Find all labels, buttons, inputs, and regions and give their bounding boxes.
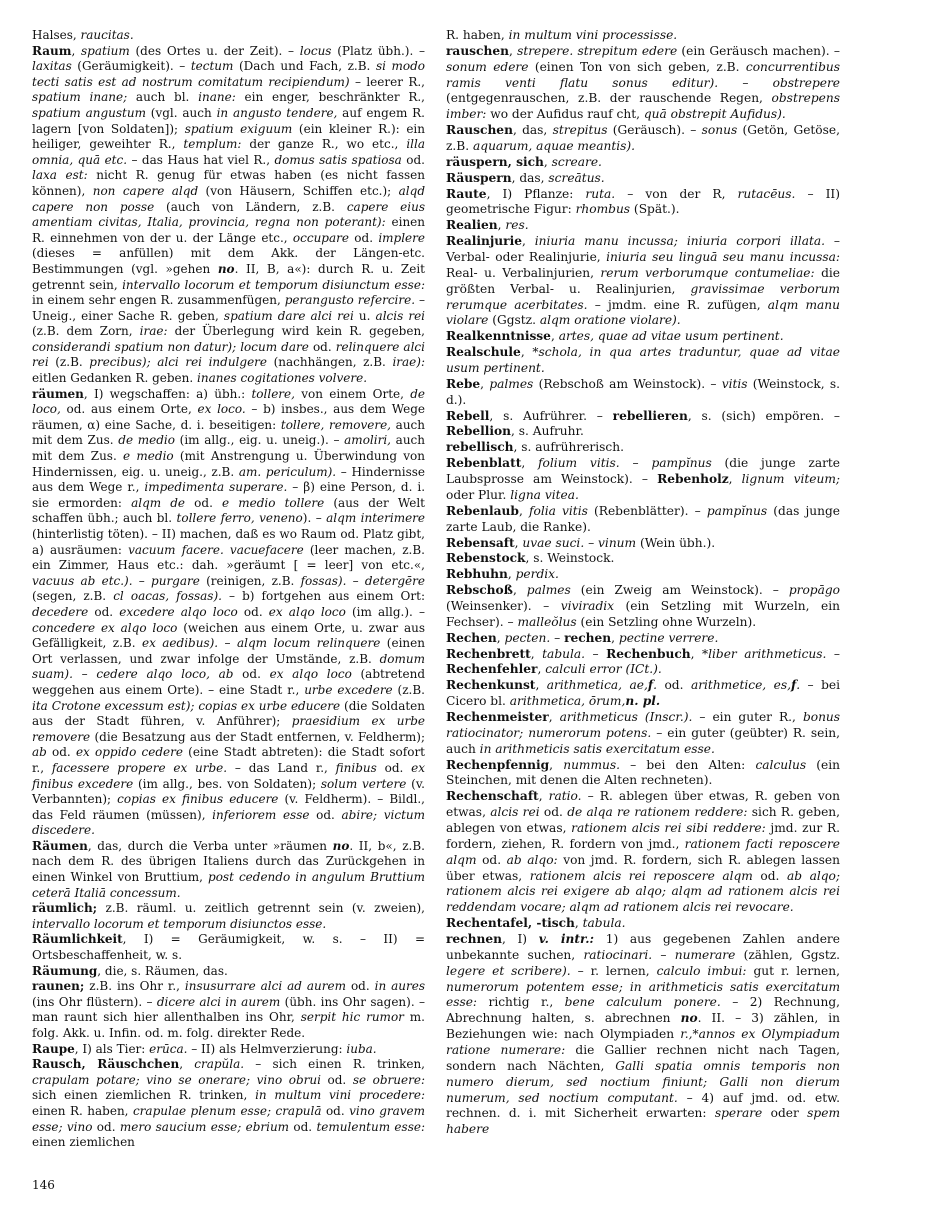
dictionary-entry: rauschen, strepere. strepitum edere (ein Geräusch machen). – sonum edere (einen Ton von sich geben, z.B. concurrentibus ramis venti flatu sonus editur). – obstrepere (entgegenrauschen, z.B. der rauschende Regen, obstrepens imber: wo der Aufidus rauf cht, quā obstrepit Aufidus).: [446, 43, 841, 122]
dictionary-entry: raunen; z.B. ins Ohr r., insusurrare alci ad aurem od. in aures (ins Ohr flüstern). – dicere alci in aurem (übh. ins Ohr sagen). – man raunt sich hier allenthalben ins Ohr, serpit hic rumor m. folg. Akk. u. Infin. od. m. folg. direkter Rede.: [32, 979, 425, 1040]
dictionary-entry: Halses, raucitas.: [32, 28, 134, 42]
dictionary-entry: Raute, I) Pflanze: ruta. – von der R, rutacēus. – II) geometrische Figur: rhombus (Spät.).: [446, 186, 841, 217]
dictionary-entry: Raum, spatium (des Ortes u. der Zeit). – locus (Platz übh.). – laxitas (Geräumigkeit). – tectum (Dach und Fach, z.B. si modo tecti satis est ad nostrum comitatum recipiendum) – leerer R., spatium inane; auch bl. inane: ein enger, beschränkter R., spatium angustum (vgl. auch in angusto tendere, auf engem R. lagern [von Soldaten]); spatium exiguum (ein kleiner R.): ein heiliger, geweihter R., templum: der ganze R., wo etc., illa omnia, quā etc. – das Haus hat viel R., domus satis spatiosa od. laxa est: nicht R. genug für etwas haben (es nicht fassen können), non capere alqd (von Häusern, Schiffen etc.); alqd capere non posse (auch von Ländern, z.B. capere eius amentiam civitas, Italia, provincia, regna non poterant): einen R. einnehmen von der u. der Länge etc., occupare od. implere (dieses = anfüllen) mit dem Akk. der Längen-etc. Bestimmungen (vgl. »gehen no. II, B, a«): durch R. u. Zeit getrennt sein, intervallo locorum et temporum disiunctum esse: in einem sehr engen R. zusammenfügen, perangusto refercire. – Uneig., einer Sache R. geben, spatium dare alci rei u. alcis rei (z.B. dem Zorn, irae: der Überlegung wird kein R. gegeben, considerandi spatium non datur); locum dare od. relinquere alci rei (z.B. precibus); alci rei indulgere (nachhängen, z.B. irae): eitlen Gedanken R. geben. inanes cogitationes volvere.: [32, 43, 426, 386]
dictionary-entry: Raupe, I) als Tier: erūca. – II) als Helmverzierung: iuba.: [32, 1041, 377, 1056]
dictionary-entry: Räumung, die, s. Räumen, das.: [32, 963, 228, 978]
dictionary-entry: räumen, I) wegschaffen: a) übh.: tollere, von einem Orte, de loco, od. aus einem Orte, ex loco. – b) insbes., aus dem Wege räumen, α) eine Sache, d. i. beseitigen: tollere, removere, auch mit dem Zus. de medio (im allg., eig. u. uneig.). – amoliri, auch mit dem Zus. e medio (mit Anstrengung u. Überwindung von Hindernissen, eig. u. uneig., z.B. am. periculum). – Hindernisse aus dem Wege r., impedimenta superare. – β) eine Person, d. i. sie ermorden: alqm de od. e medio tollere (aus der Welt schaffen übh.; auch bl. tollere ferro, veneno). – alqm interimere (hinterlistig töten). – II) machen, daß es wo Raum od. Platz gibt, a) ausräumen: vacuum facere. vacuefacere (leer machen, z.B. ein Zimmer, Haus etc.: dah. »geräumt [ = leer] von etc.«, vacuus ab etc.). – purgare (reinigen, z.B. fossas). – detergēre (segen, z.B. cl oacas, fossas). – b) fortgehen aus einem Ort: decedere od. excedere alqo loco od. ex alqo loco (im allg.). – concedere ex alqo loco (weichen aus einem Orte, u. zwar aus Gefälligkeit, z.B. ex aedibus). – alqm locum relinquere (einen Ort verlassen, und zwar infolge der Umstände, z.B. domum suam). – cedere alqo loco, ab od. ex alqo loco (abtretend weggehen aus einem Orte). – eine Stadt r., urbe excedere (z.B. ita Crotone excessum est); copias ex urbe educere (die Soldaten aus der Stadt führen, v. Anführer); praesidium ex urbe removere (die Besatzung aus der Stadt entfernen, v. Feldherm); ab od. ex oppido cedere (eine Stadt abtreten): die Stadt sofort r., facessere propere ex urbe. – das Land r., finibus od. ex finibus excedere (im allg., bes. von Soldaten); solum vertere (v. Verbannten); copias ex finibus educere (v. Feldherm). – Bildl., das Feld räumen (müssen), inferiorem esse od. abire; victum discedere.: [32, 386, 426, 838]
dictionary-entry: Rechen, pecten. – rechen, pectine verrere.: [446, 630, 719, 645]
dictionary-entry: Räumlichkeit, I) = Geräumigkeit, w. s. – II) = Ortsbeschaffenheit, w. s.: [32, 932, 425, 963]
dictionary-entry: Rebensaft, uvae suci. – vinum (Wein übh.).: [446, 535, 716, 550]
dictionary-entry: Räumen, das, durch die Verba unter »räumen no. II, b«, z.B. nach dem R. des übrigen Italiens durch das Zurückgehen in einen Winkel von Bruttium, post cedendo in angulum Bruttium ceterā Italiā concessum.: [32, 838, 426, 900]
dictionary-entry: Realkenntnisse, artes, quae ad vitae usum pertinent.: [446, 329, 784, 344]
dictionary-entry: Realien, res.: [446, 218, 529, 233]
dictionary-entry: Rauschen, das, strepitus (Geräusch). – sonus (Getön, Getöse, z.B. aquarum, aquae meantis).: [446, 123, 840, 154]
dictionary-entry: Rebenblatt, folium vitis. – pampĭnus (die junge zarte Laubsprosse am Weinstock). – Rebenholz, lignum viteum; oder Plur. ligna vitea.: [446, 456, 841, 502]
dictionary-entry: R. haben, in multum vini processisse.: [446, 28, 678, 42]
dictionary-entry: Rebhuhn, perdix.: [446, 567, 559, 582]
dictionary-entry: rechnen, I) v. intr.: 1) aus gegebenen Zahlen andere unbekannte suchen, ratiocinari. – numerare (zählen, Ggstz. legere et scribere). – r. lernen, calculo imbui: gut r. lernen, numerorum potentem esse; in arithmeticis satis exercitatum esse: richtig r., bene calculum ponere. – 2) Rechnung, Abrechnung halten, s. abrechnen no. II. – 3) zählen, in Beziehungen wie: nach Olympiaden r.,*annos ex Olympiadum ratione numerare: die Gallier rechnen nicht nach Tagen, sondern nach Nächten, Galli spatia omnis temporis non numero dierum, sed noctium finiunt; Galli non dierum numerum, sed noctium computant. – 4) auf jmd. od. etw. rechnen. d. i. mit Sicherheit erwarten: sperare oder spem habere: [446, 931, 841, 1137]
dictionary-entry: Rebe, palmes (Rebschoß am Weinstock). – vitis (Weinstock, s. d.).: [446, 376, 840, 407]
dictionary-entry: Rechenmeister, arithmeticus (Inscr.). – ein guter R., bonus ratiocinator; numerorum potens. – ein guter (geübter) R. sein, auch in arithmeticis satis exercitatum esse.: [446, 709, 841, 756]
dictionary-entry: Räuspern, das, screātus.: [446, 170, 605, 185]
page-number: 146: [32, 1178, 55, 1192]
dictionary-entry: rebellisch, s. aufrührerisch.: [446, 440, 624, 455]
dictionary-entry: Rebenlaub, folia vitis (Rebenblätter). – pampĭnus (das junge zarte Laub, die Ranke).: [446, 503, 841, 534]
dictionary-entry: Realinjurie, iniuria manu incussa; iniuria corpori illata. – Verbal- oder Realinjurie, iniuria seu linguā seu manu incussa: Real- u. Verbalinjurien, rerum verborumque contumeliae: die größten Verbal- u. Realinjurien, gravissimae verborum rerumque acerbitates. – jmdm. eine R. zufügen, alqm manu violare (Ggstz. alqm oratione violare).: [446, 234, 841, 328]
dictionary-entry: Rebenstock, s. Weinstock.: [446, 551, 615, 566]
dictionary-entry: Rechenkunst, arithmetica, ae,f. od. arithmetice, es,f. – bei Cicero bl. arithmetica, ōrum,n. pl.: [446, 678, 841, 709]
dictionary-entry: Rechenschaft, ratio. – R. ablegen über etwas, R. geben von etwas, alcis rei od. de alqa re rationem reddere: sich R. geben, ablegen von etwas, rationem alcis rei sibi reddere: jmd. zur R. fordern, ziehen, R. fordern von jmd., rationem facti reposcere alqm od. ab alqo: von jmd. R. fordern, sich R. ablegen lassen über etwas, rationem alcis rei reposcere alqm od. ab alqo; rationem alcis rei exigere ab alqo; alqm ad rationem alcis rei reddendam vocare; alqm ad rationem alcis rei revocare.: [446, 789, 841, 915]
dictionary-entry: Rausch, Räuschchen, crapŭla. – sich einen R. trinken, crapulam potare; vino se onerare; vino obrui od. se obruere: sich einen ziemlichen R. trinken, in multum vini procedere: einen R. haben, crapulae plenum esse; crapulā od. vino gravem esse; vino od. mero saucium esse; ebrium od. temulentum esse: einen ziemlichen: [32, 1057, 426, 1150]
dictionary-entry: Rechenbrett, tabula. – Rechenbuch, *liber arithmeticus. – Rechenfehler, calculi error (ICt.).: [446, 646, 841, 677]
dictionary-entry: Rechenpfennig, nummus. – bei den Alten: calculus (ein Steinchen, mit denen die Alten rechneten).: [446, 757, 840, 788]
right-column: [446, 28, 840, 1138]
dictionary-entry: Realschule, *schola, in qua artes traduntur, quae ad vitae usum pertinent.: [446, 345, 841, 376]
dictionary-entry: Rebschoß, palmes (ein Zweig am Weinstock). – propāgo (Weinsenker). – viviradix (ein Setzling mit Wurzeln, ein Fechser). – malleŏlus (ein Setzling ohne Wurzeln).: [446, 583, 840, 629]
dictionary-entry: Rebell, s. Aufrührer. – rebellieren, s. (sich) empören. – Rebellion, s. Aufruhr.: [446, 408, 840, 439]
dictionary-entry: räumlich; z.B. räuml. u. zeitlich getrennt sein (v. zweien), intervallo locorum et temporum disiunctos esse.: [32, 901, 425, 931]
dictionary-entry: Rechentafel, -tisch, tabula.: [446, 916, 626, 931]
left-column: [32, 28, 425, 1151]
dictionary-entry: räuspern, sich, screare.: [446, 154, 602, 169]
